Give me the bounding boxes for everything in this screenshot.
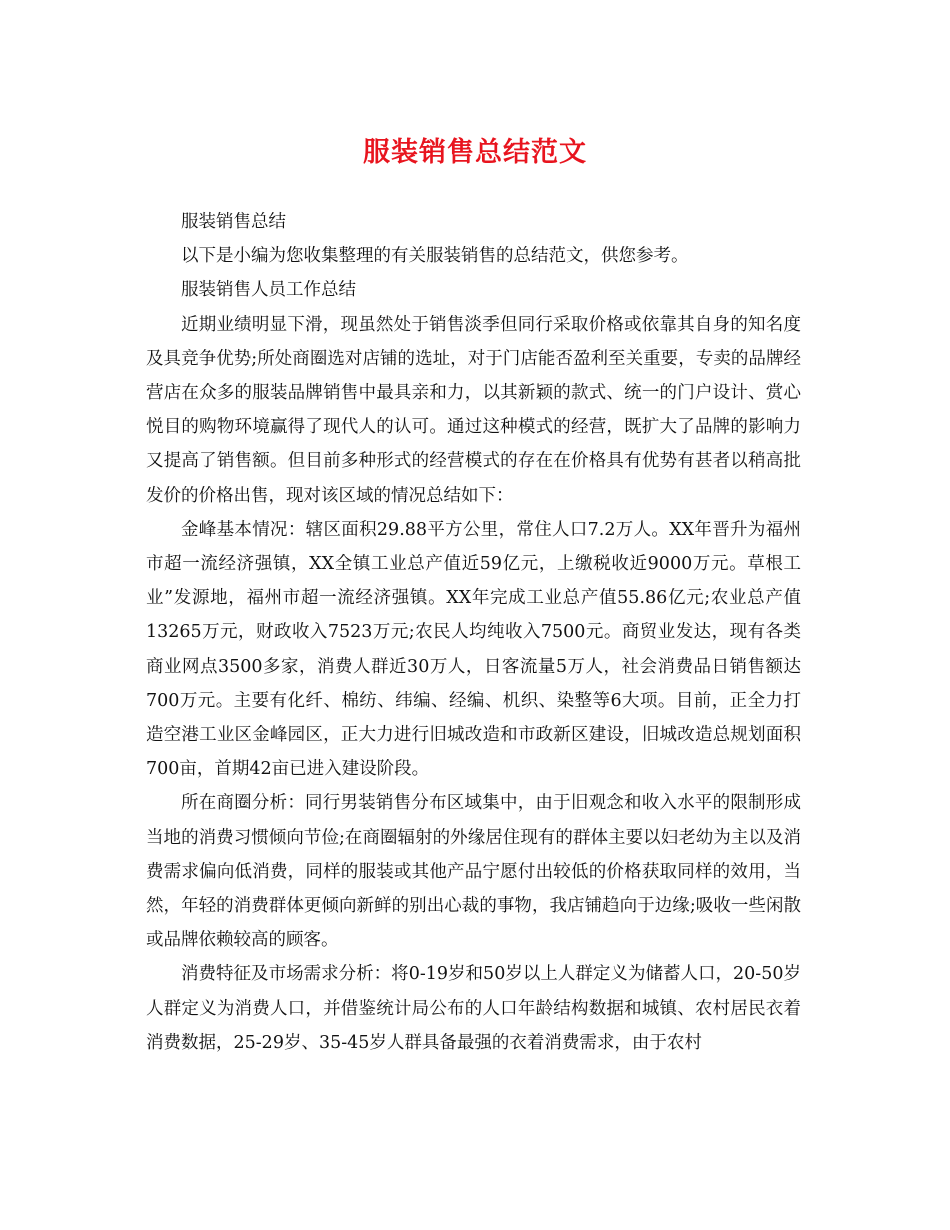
document-title: 服装销售总结范文: [363, 137, 587, 168]
paragraph-jinfeng-basics: 金峰基本情况：辖区面积29.88平方公里，常住人口7.2万人。XX年晋升为福州市超一流经济强镇，XX全镇工业总产值近59亿元，上缴税收近9000万元。草根工业”发源地，福州市超一流经济强镇。XX年完成工业总产值55.86亿元;农业总产值13265万元，财政收入7523万元;农民人均纯收入7500元。商贸业发达，现有各类商业网点3500多家，消费人群近30万人，日客流量5万人，社会消费品日销售额达700万元。主要有化纤、棉纺、纬编、经编、机织、染整等6大项。目前，正全力打造空港工业区金峰园区，正大力进行旧城改造和市政新区建设，旧城改造总规划面积700亩，首期42亩已进入建设阶段。: [146, 519, 801, 780]
paragraph-performance: 近期业绩明显下滑，现虽然处于销售淡季但同行采取价格或依靠其自身的知名度及具竞争优势;所处商圈选对店铺的选址，对于门店能否盈利至关重要，专卖的品牌经营店在众多的服装品牌销售中最具亲和力，以其新颖的款式、统一的门户设计、赏心悦目的购物环境赢得了现代人的认可。通过这种模式的经营，既扩大了品牌的影响力又提高了销售额。但目前多种形式的经营模式的存在在价格具有优势有甚者以稍高批发价的价格出售，现对该区域的情况总结如下：: [146, 314, 801, 506]
paragraph-subheading-staff-summary: 服装销售人员工作总结: [181, 280, 356, 301]
paragraph-consumer-analysis: 消费特征及市场需求分析：将0-19岁和50岁以上人群定义为储蓄人口，20-50岁人群定义为消费人口，并借鉴统计局公布的人口年龄结构数据和城镇、农村居民衣着消费数据，25-29岁、35-45岁人群具备最强的衣着消费需求，由于农村: [146, 964, 801, 1053]
paragraph-intro: 以下是小编为您收集整理的有关服装销售的总结范文，供您参考。: [181, 246, 689, 267]
paragraph-trade-area-analysis: 所在商圈分析：同行男装销售分布区域集中，由于旧观念和收入水平的限制形成当地的消费习惯倾向节俭;在商圈辐射的外缘居住现有的群体主要以妇老幼为主以及消费需求偏向低消费，同样的服装或其他产品宁愿付出较低的价格获取同样的效用，当然，年轻的消费群体更倾向新鲜的别出心裁的事物，我店铺趋向于边缘;吸收一些闲散或品牌依赖较高的顾客。: [146, 793, 801, 951]
document-body: [146, 205, 801, 1060]
paragraph-heading-summary: 服装销售总结: [181, 212, 286, 232]
